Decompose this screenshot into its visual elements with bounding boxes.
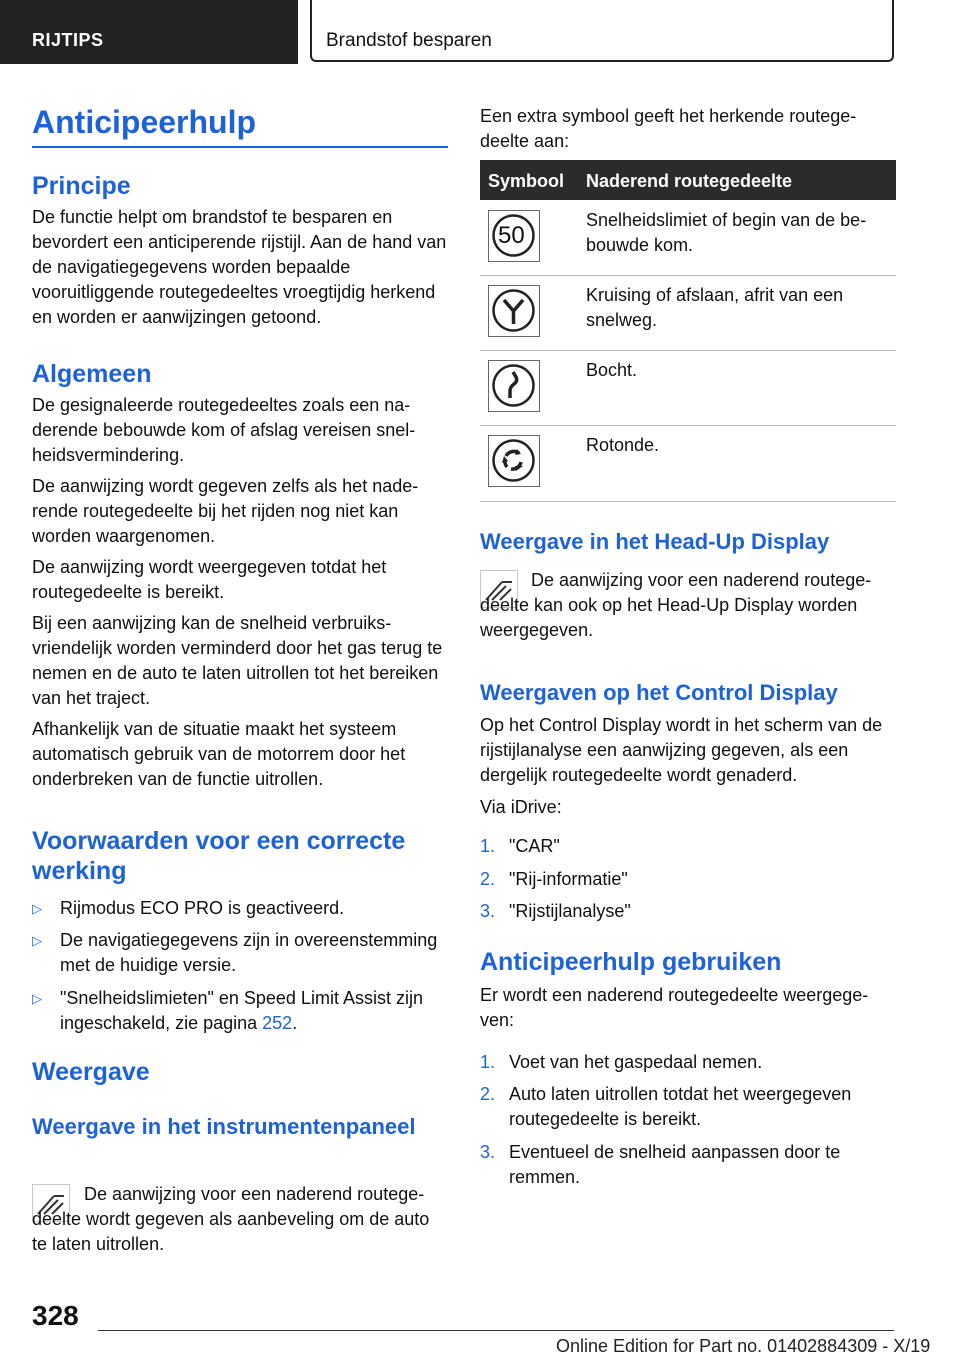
voorwaarden-section bbox=[32, 826, 448, 886]
step-text: "CAR" bbox=[509, 836, 560, 856]
step-text: "Rij-informatie" bbox=[509, 869, 628, 889]
page-title: Anticipeerhulp bbox=[32, 104, 257, 140]
weergave-subheading: Weergave in het instrumentenpaneel bbox=[32, 1114, 416, 1139]
section-title: RIJTIPS bbox=[32, 30, 104, 50]
speed-limit-50-icon: 50 bbox=[488, 210, 540, 262]
table-intro-text: Een extra symbool geeft het herkende routegedeelte aan: bbox=[480, 106, 857, 151]
col-route: Naderend routegedeelte bbox=[586, 171, 793, 191]
edition-text: Online Edition for Part no. 01402884309 - X/19 bbox=[556, 1336, 931, 1356]
subsection-title: Brandstof besparen bbox=[326, 30, 492, 51]
algemeen-p4: Bij een aanwijzing kan de snelheid verbruiksvriendelijk worden verminderd door het gas terug te nemen en de auto te laten uitrollen tot het bereiken van het traject. bbox=[32, 613, 443, 708]
voorwaarden-list: ▷ Rijmodus ECO PRO is geactiveerd. ▷ De navigatiegegevens zijn in overeenstemming met de huidige versie. ▷ "Snelheidslimieten" en Speed Limit Assist zijn ingeschakeld, zie pagina 252. bbox=[32, 898, 438, 1033]
voorwaarden-heading: Voorwaarden voor een correcte werking bbox=[32, 827, 406, 885]
table-intro bbox=[480, 104, 896, 154]
control-p2: Via iDrive: bbox=[480, 797, 562, 817]
weergave-text: De aanwijzing voor een naderend routegedeelte wordt gegeven als aanbeveling om de auto te laten uitrollen. bbox=[32, 1184, 430, 1254]
gebruiken-p1: Er wordt een naderend routegedeelte weergegeven: bbox=[480, 985, 869, 1030]
control-heading: Weergaven op het Control Display bbox=[480, 680, 838, 705]
control-section bbox=[480, 679, 896, 820]
footer-rule bbox=[98, 1330, 894, 1331]
table-row bbox=[480, 425, 896, 502]
page-link[interactable]: 252 bbox=[262, 1013, 293, 1033]
algemeen-heading: Algemeen bbox=[32, 360, 152, 388]
gebruiken-heading: Anticipeerhulp gebruiken bbox=[480, 948, 782, 976]
step-number: 1. bbox=[480, 836, 496, 856]
gebruiken-section bbox=[480, 948, 896, 1033]
route-text: Snelheidslimiet of begin van de bebouwde kom. bbox=[586, 210, 867, 255]
symbol-table-header bbox=[480, 160, 896, 200]
step-number: 1. bbox=[480, 1052, 496, 1072]
route-text: Rotonde. bbox=[586, 435, 660, 455]
idrive-steps bbox=[480, 834, 896, 934]
bullet-triangle-icon: ▷ bbox=[32, 991, 42, 1006]
step-text: "Rijstijlanalyse" bbox=[509, 901, 631, 921]
step-number: 3. bbox=[480, 901, 496, 921]
algemeen-section bbox=[32, 360, 448, 792]
step-text: Auto laten uitrollen totdat het weergegeven routegedeelte is bereikt. bbox=[509, 1084, 852, 1129]
section-tab bbox=[0, 0, 298, 64]
hud-section bbox=[480, 528, 896, 556]
algemeen-p3: De aanwijzing wordt weergegeven totdat het routegedeelte is bereikt. bbox=[32, 557, 387, 602]
principe-heading: Principe bbox=[32, 172, 131, 200]
step-text: Eventueel de snelheid aanpassen door te remmen. bbox=[509, 1142, 841, 1187]
table-row bbox=[480, 350, 896, 426]
col-symbol: Symbool bbox=[488, 171, 565, 191]
junction-icon bbox=[488, 285, 540, 337]
step-number: 3. bbox=[480, 1142, 496, 1162]
weergave-note bbox=[32, 1182, 448, 1257]
hud-heading: Weergave in het Head-Up Display bbox=[480, 529, 830, 554]
page-number: 328 bbox=[32, 1300, 79, 1331]
hud-note bbox=[480, 568, 896, 643]
step-number: 2. bbox=[480, 1084, 496, 1104]
bullet-triangle-icon: ▷ bbox=[32, 933, 42, 948]
subsection-tab bbox=[310, 0, 894, 62]
principe-text: De functie helpt om brandstof te besparen en bevordert een anticiperende rijstijl. Aan de hand van de navigatiegegevens worden bepaalde vooruitliggende routegedeeltes vroegtijdig herkend en worden er aanwijzingen getoond. bbox=[32, 207, 447, 327]
route-text: Kruising of afslaan, afrit van een snelweg. bbox=[586, 285, 844, 330]
bullet-triangle-icon: ▷ bbox=[32, 901, 42, 916]
algemeen-p1: De gesignaleerde routegedeeltes zoals een naderende bebouwde kom of afslag vereisen snelheidsvermindering. bbox=[32, 395, 416, 465]
gebruiken-steps bbox=[480, 1050, 896, 1200]
route-text: Bocht. bbox=[586, 360, 638, 380]
table-row bbox=[480, 200, 896, 276]
title-rule bbox=[32, 146, 448, 148]
control-p1: Op het Control Display wordt in het scherm van de rijstijlanalyse een aanwijzing gegeven, als een dergelijk routegedeelte wordt genaderd. bbox=[480, 715, 883, 785]
curve-icon bbox=[488, 360, 540, 412]
page-title-block bbox=[32, 104, 448, 141]
table-row bbox=[480, 275, 896, 351]
algemeen-p5: Afhankelijk van de situatie maakt het systeem automatisch gebruik van de motorrem door het onderbreken van de functie uitrollen. bbox=[32, 719, 406, 789]
weergave-heading: Weergave bbox=[32, 1058, 150, 1086]
step-number: 2. bbox=[480, 869, 496, 889]
algemeen-p2: De aanwijzing wordt gegeven zelfs als het naderende routegedeelte bij het rijden nog niet kan worden waargenomen. bbox=[32, 476, 419, 546]
roundabout-icon bbox=[488, 435, 540, 487]
principe-section bbox=[32, 172, 448, 330]
weergave-section bbox=[32, 1058, 448, 1141]
hud-text: De aanwijzing voor een naderend routegedeelte kan ook op het Head-Up Display worden weergegeven. bbox=[480, 570, 872, 640]
step-text: Voet van het gaspedaal nemen. bbox=[509, 1052, 763, 1072]
